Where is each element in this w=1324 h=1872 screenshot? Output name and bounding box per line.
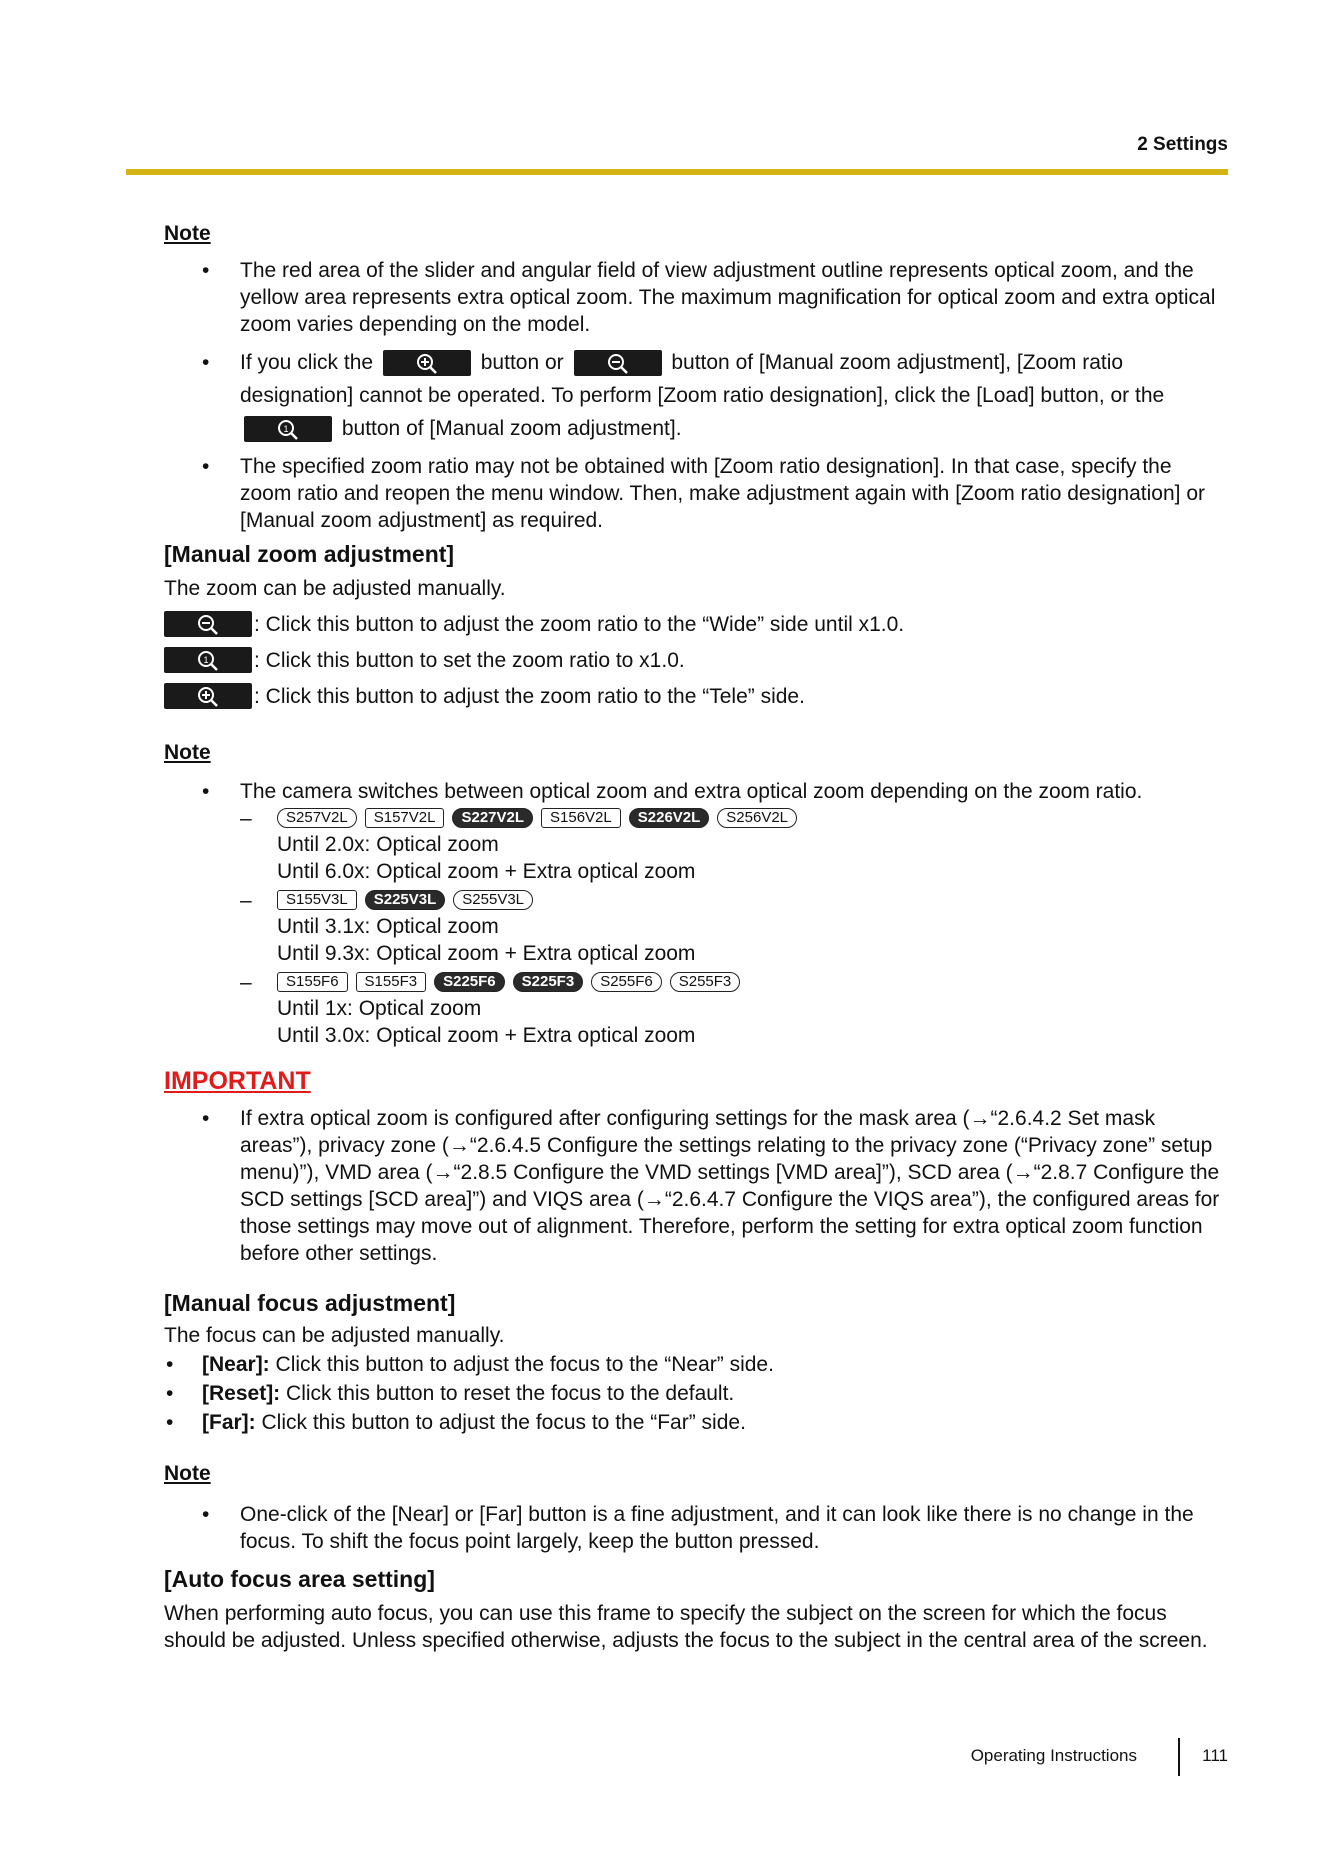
model-chip: S155F6 [277, 972, 348, 992]
model-chip: S256V2L [717, 808, 797, 828]
zoom-out-icon [196, 613, 220, 635]
list-item [164, 1105, 1228, 1267]
zoom-reset-icon [276, 418, 300, 440]
zoom-tele-text: : Click this button to adjust the zoom ratio to the “Tele” side. [254, 684, 805, 708]
model-group-3 [164, 969, 1228, 1049]
model-chip: S155V3L [277, 890, 357, 910]
dash: – [240, 971, 252, 994]
section-intro: The focus can be adjusted manually. [164, 1324, 505, 1347]
section-heading: [Manual focus adjustment] [164, 1290, 456, 1316]
bullet-dot: • [202, 1503, 210, 1526]
model-group-1 [164, 805, 1228, 885]
bullet-dot: • [202, 455, 210, 478]
important-section [164, 1068, 1228, 1275]
section-text: When performing auto focus, you can use this frame to specify the subject on the screen for which the focus should be adjusted. Unless specified otherwise, adjusts the focus to the subject in the central area of the screen. [164, 1602, 1208, 1652]
focus-item-far [164, 1409, 1228, 1436]
note-label: Note [164, 222, 211, 245]
svg-text:1: 1 [203, 655, 209, 665]
footer-divider [1178, 1738, 1180, 1776]
note-3 [164, 1460, 1228, 1563]
bullet-dot: • [202, 351, 210, 374]
bullet-dot: • [202, 780, 210, 803]
bullet-dot: • [166, 1411, 174, 1434]
model-chip: S255F3 [670, 972, 741, 992]
section-intro: The zoom can be adjusted manually. [164, 577, 506, 600]
zoom-range-line: Until 6.0x: Optical zoom + Extra optical zoom [277, 860, 696, 883]
zoom-reset-icon [196, 649, 220, 671]
zoom-in-icon [415, 352, 439, 374]
note-label: Note [164, 1462, 211, 1485]
header-rule [126, 169, 1228, 175]
list-item [164, 346, 1228, 445]
bullet-dot: • [202, 259, 210, 282]
zoom-out-icon [606, 352, 630, 374]
zoom-out-button-image [574, 350, 662, 376]
focus-item-near [164, 1351, 1228, 1378]
svg-text:1: 1 [283, 424, 289, 435]
footer-doc-title: Operating Instructions [970, 1746, 1137, 1765]
focus-item-text: Click this button to reset the focus to the default. [280, 1382, 735, 1405]
note-text: button or [480, 351, 564, 374]
zoom-reset-button-image [244, 416, 332, 442]
note-1 [164, 220, 1228, 542]
bullet-dot: • [166, 1353, 174, 1376]
focus-item-label: [Reset]: [202, 1382, 281, 1405]
section-title: 2 Settings [1137, 134, 1228, 155]
list-item [164, 453, 1228, 534]
note-text: button of [Manual zoom adjustment]. [341, 417, 682, 440]
list-item [164, 257, 1228, 338]
list-item [164, 778, 1228, 805]
zoom-wide-text: : Click this button to adjust the zoom ratio to the “Wide” side until x1.0. [254, 612, 905, 636]
page-number: 111 [1202, 1746, 1228, 1765]
zoom-in-button-image [164, 683, 252, 709]
model-chip: S255V3L [453, 890, 533, 910]
manual-zoom-section [164, 541, 1228, 714]
note-2 [164, 739, 1228, 1049]
model-chips [277, 887, 1228, 913]
zoom-range-line: Until 2.0x: Optical zoom [277, 833, 499, 856]
section-heading: [Auto focus area setting] [164, 1566, 435, 1592]
model-chip: S255F6 [591, 972, 662, 992]
zoom-range-line: Until 1x: Optical zoom [277, 997, 482, 1020]
manual-focus-section [164, 1290, 1228, 1436]
model-group-2 [164, 887, 1228, 967]
model-chip: S155F3 [356, 972, 427, 992]
note-text: The camera switches between optical zoom and extra optical zoom depending on the zoom ratio. [240, 780, 1143, 803]
focus-item-label: [Near]: [202, 1353, 270, 1376]
focus-item-text: Click this button to adjust the focus to the “Near” side. [269, 1353, 774, 1376]
zoom-reset-text: : Click this button to set the zoom ratio to x1.0. [254, 648, 685, 672]
zoom-tele-row [164, 678, 1228, 714]
section-heading: [Manual zoom adjustment] [164, 541, 455, 567]
important-label: IMPORTANT [164, 1067, 311, 1095]
focus-item-label: [Far]: [202, 1411, 256, 1434]
zoom-reset-button-image [164, 647, 252, 673]
model-chips [277, 969, 1228, 995]
note-text: If you click the [240, 351, 374, 374]
model-chip: S156V2L [541, 808, 621, 828]
model-chip: S226V2L [629, 808, 710, 828]
model-chip: S157V2L [365, 808, 445, 828]
dash: – [240, 807, 252, 830]
zoom-in-button-image [383, 350, 471, 376]
model-chip: S225F6 [434, 972, 505, 992]
model-chips [277, 805, 1228, 831]
note-label: Note [164, 741, 211, 764]
auto-focus-section [164, 1566, 1228, 1654]
zoom-out-button-image [164, 611, 252, 637]
zoom-range-line: Until 3.0x: Optical zoom + Extra optical zoom [277, 1024, 696, 1047]
zoom-in-icon [196, 685, 220, 707]
zoom-range-line: Until 3.1x: Optical zoom [277, 915, 499, 938]
bullet-dot: • [166, 1382, 174, 1405]
note-text: button of [Manual zoom adjustment], [Zoom ratio designation] cannot be operated. To perform [Zoom ratio designation], click the [Load] button, or the [240, 351, 1165, 407]
zoom-range-line: Until 9.3x: Optical zoom + Extra optical zoom [277, 942, 696, 965]
note-text: The red area of the slider and angular field of view adjustment outline represents optical zoom, and the yellow area represents extra optical zoom. The maximum magnification for optical zoom and extra optical zoom varies depending on the model. [240, 259, 1216, 336]
model-chip: S227V2L [452, 808, 533, 828]
dash: – [240, 889, 252, 912]
model-chip: S225F3 [513, 972, 584, 992]
focus-item-text: Click this button to adjust the focus to the “Far” side. [255, 1411, 746, 1434]
zoom-reset-row [164, 642, 1228, 678]
focus-item-reset [164, 1380, 1228, 1407]
bullet-dot: • [202, 1107, 210, 1130]
list-item [164, 1501, 1228, 1555]
zoom-wide-row [164, 606, 1228, 642]
note-text: The specified zoom ratio may not be obtained with [Zoom ratio designation]. In that case, specify the zoom ratio and reopen the menu window. Then, make adjustment again with [Zoom ratio designation] or [Manual zoom adjustment] as required. [240, 455, 1205, 532]
note-text: One-click of the [Near] or [Far] button is a fine adjustment, and it can look like there is no change in the focus. To shift the focus point largely, keep the button pressed. [240, 1503, 1194, 1553]
important-text: If extra optical zoom is configured after configuring settings for the mask area (→“2.6.4.2 Set mask areas”), privacy zone (→“2.6.4.5 Configure the settings relating to the privacy zone (“Privacy zone” setup menu)”), VMD area (→“2.8.5 Configure the VMD settings [VMD area]”), SCD area (→“2.8.7 Configure the SCD settings [SCD area]”) and VIQS area (→“2.6.4.7 Configure the VIQS area”), the configured areas for those settings may move out of alignment. Therefore, perform the setting for extra optical zoom function before other settings. [240, 1107, 1220, 1265]
model-chip: S225V3L [365, 890, 446, 910]
model-chip: S257V2L [277, 808, 357, 828]
